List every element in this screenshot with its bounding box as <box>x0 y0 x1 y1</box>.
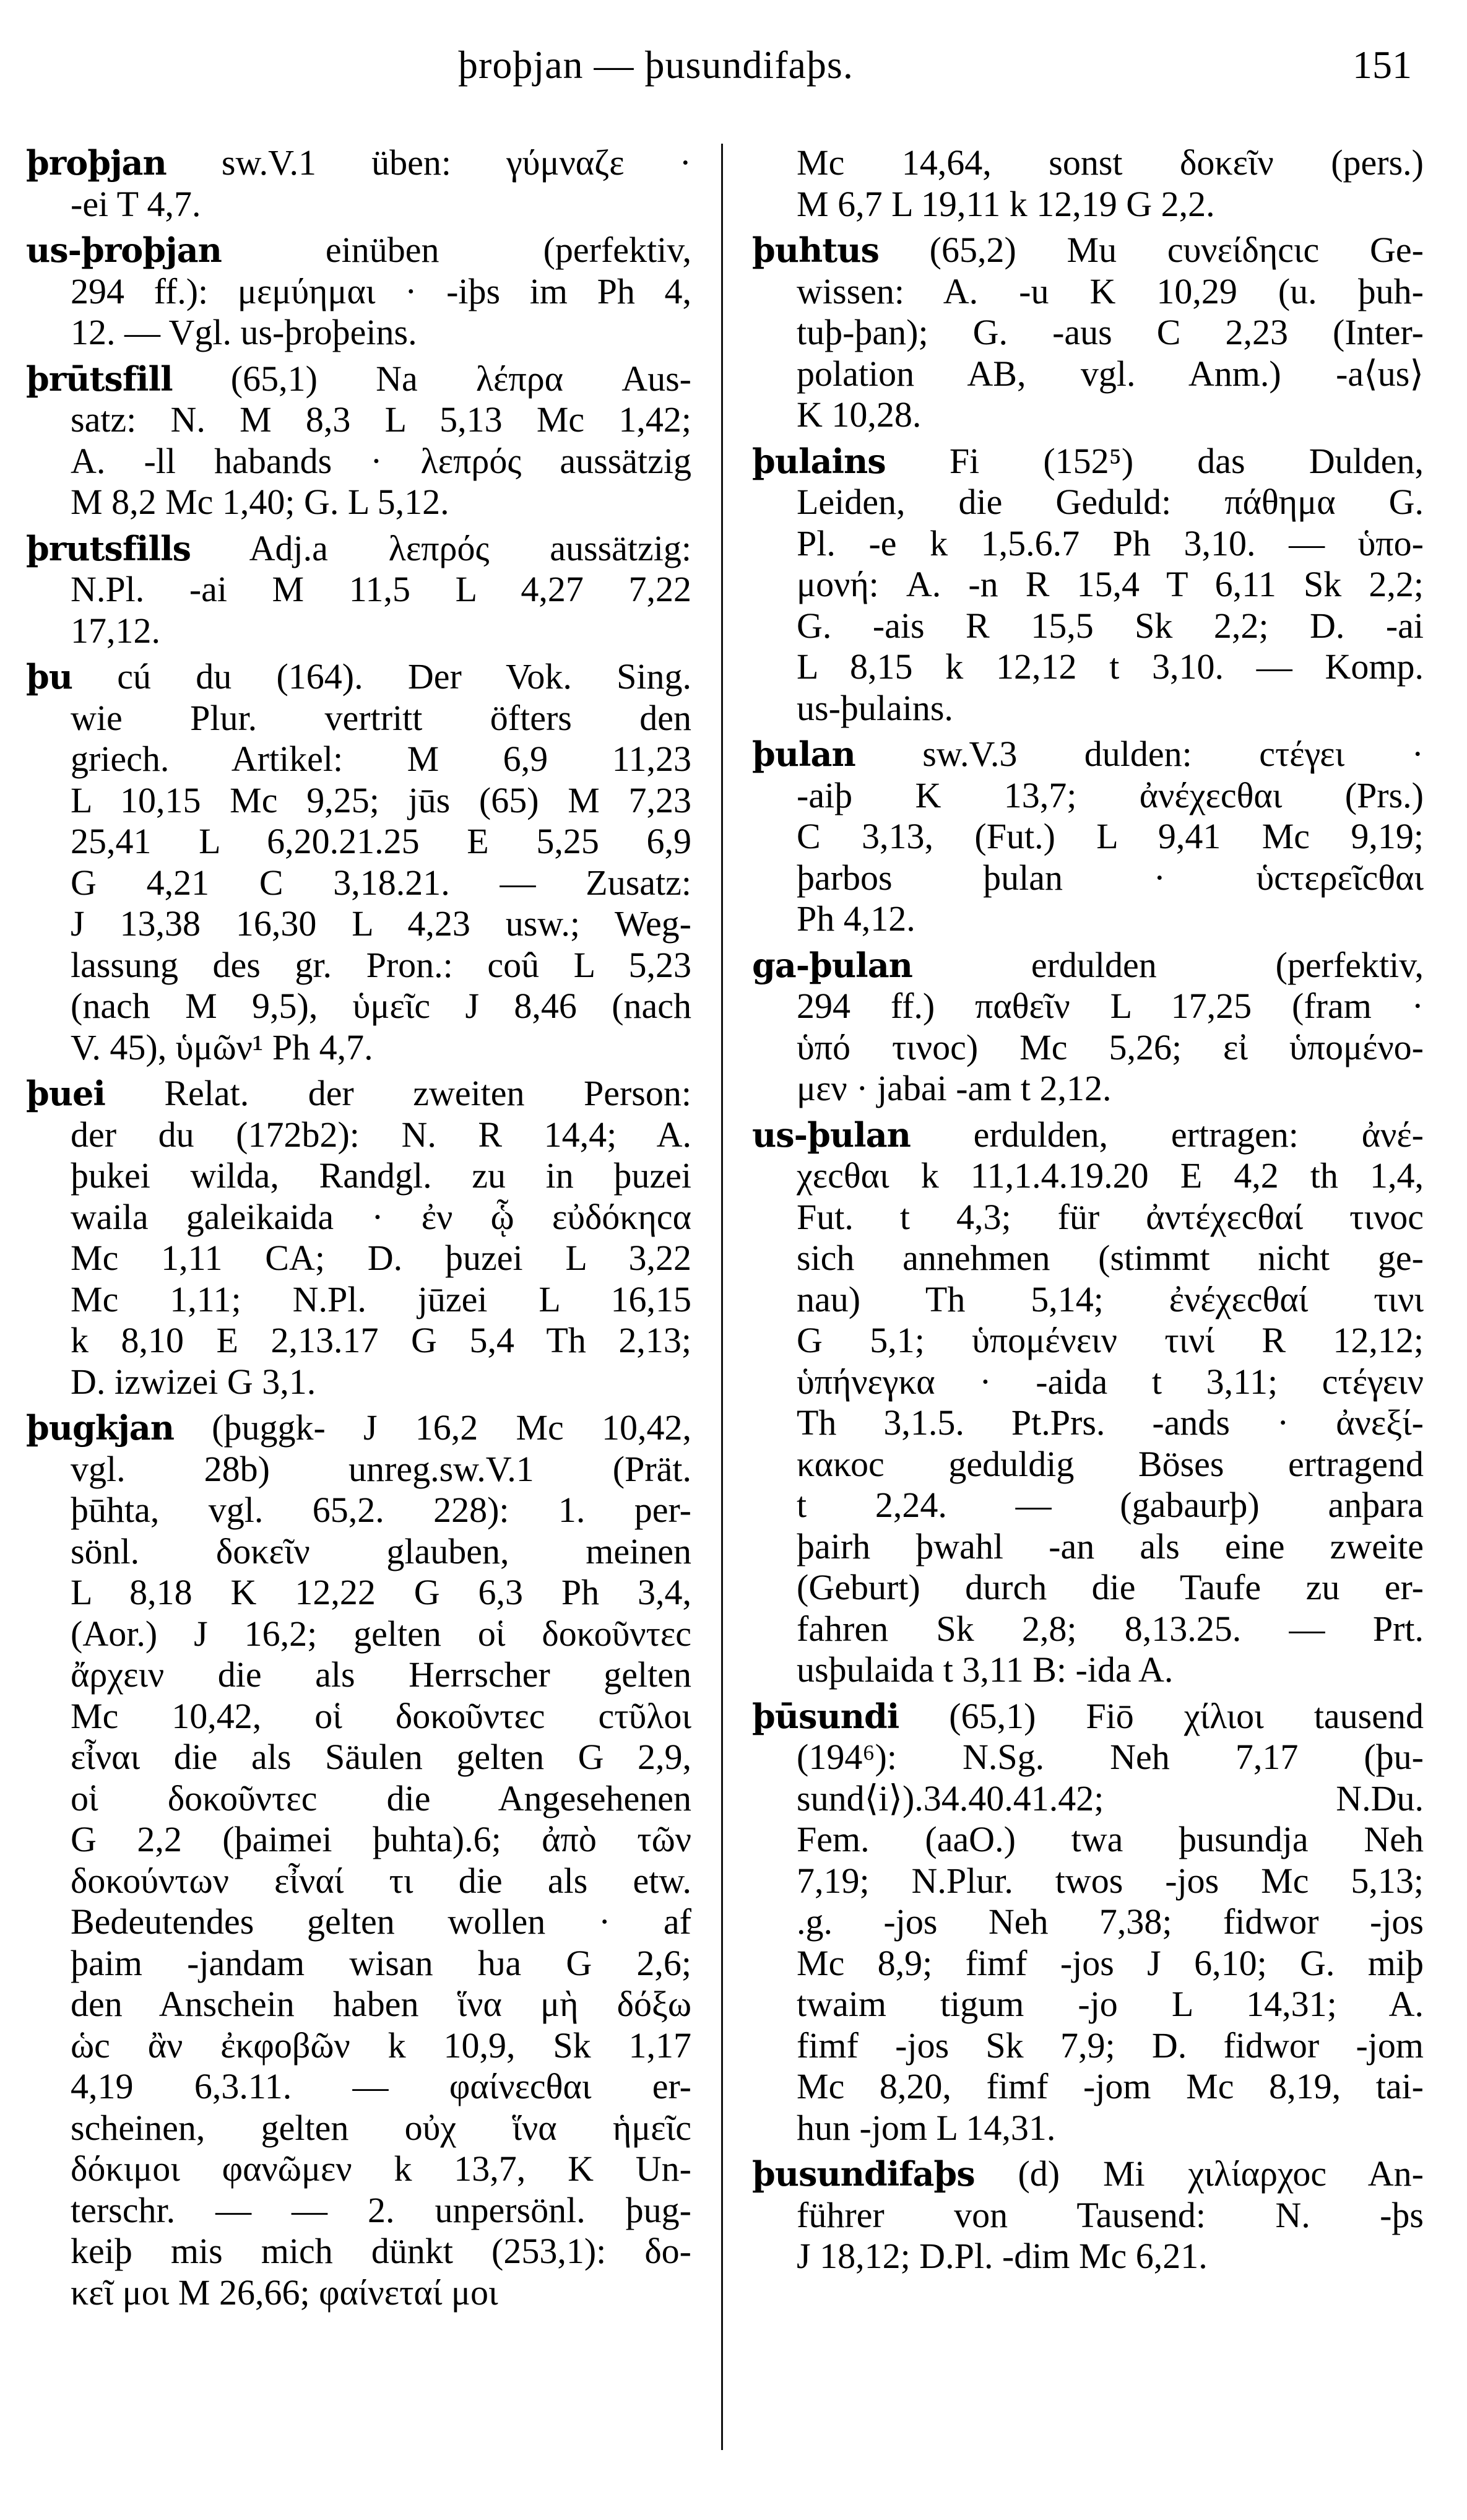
entry-first-line <box>752 230 1424 271</box>
entry-first-line <box>752 945 1424 986</box>
entry-continuation-line: Th 3,1.5. Pt.Prs. -ands · ἀνεξί- <box>797 1402 1424 1443</box>
entry-continuation-line: hun -jom L 14,31. <box>797 2107 1056 2148</box>
entry-continuation-line: Fem. (aaO.) twa þusundja Neh <box>797 1819 1424 1859</box>
entry-continuation-line: Leiden, die Geduld: πάθημα G. <box>797 482 1424 522</box>
entry-continuation-line: 7,19; N.Plur. twos -jos Mc 5,13; <box>797 1860 1424 1901</box>
entry-first-line <box>26 1073 691 1114</box>
headword: þu <box>26 657 73 697</box>
entry-continuation-line: Ph 4,12. <box>797 898 915 939</box>
entry-continuation-line: Mc 14,64, sonst δοκεῖν (pers.) <box>797 142 1424 183</box>
entry-continuation-line: κεῖ μοι M 26,66; φαίνεταί μοι <box>71 2272 498 2313</box>
entry-continuation-line: (Aor.) J 16,2; gelten οἱ δοκοῦντεc <box>71 1613 691 1654</box>
entry-continuation-line: G 2,2 (þaimei þuhta).6; ἀπὸ τῶν <box>71 1819 691 1859</box>
entry-continuation-line: þarbos þulan · ὑcτερεῖcθαι <box>797 857 1424 898</box>
entry-continuation-line: -ei T 4,7. <box>71 183 201 224</box>
entry-continuation-line: (194⁶): N.Sg. Neh 7,17 (þu- <box>797 1737 1424 1777</box>
definition-text: cú du (164). Der Vok. Sing. <box>72 656 691 697</box>
entry-continuation-line: J 18,12; D.Pl. -dim Mc 6,21. <box>797 2236 1208 2276</box>
dictionary-entry <box>752 734 1424 940</box>
definition-text: einüben (perfektiv, <box>221 230 691 270</box>
entry-continuation-line: vgl. 28b) unreg.sw.V.1 (Prät. <box>71 1448 691 1489</box>
entry-continuation-line: keiþ mis mich dünkt (253,1): δο- <box>71 2231 691 2271</box>
entry-continuation-line: 17,12. <box>71 610 160 651</box>
headword: us-þulan <box>752 1114 911 1155</box>
entry-continuation-line: Mc 8,20, fimf -jom Mc 8,19, tai- <box>797 2066 1424 2106</box>
definition-text: Adj.a λεπρός aussätzig: <box>191 528 691 568</box>
entry-first-line <box>26 142 691 184</box>
entry-continuation-line: J 13,38 16,30 L 4,23 usw.; Weg- <box>71 903 691 944</box>
dictionary-entry <box>752 2153 1424 2277</box>
dictionary-entry <box>752 142 1424 225</box>
entry-first-line <box>26 230 691 271</box>
column-divider <box>721 144 723 2450</box>
entry-continuation-line: Mc 1,11; N.Pl. jūzei L 16,15 <box>71 1279 691 1319</box>
entry-continuation-line: ὡc ἂν ἐκφοβῶν k 10,9, Sk 1,17 <box>71 2025 691 2066</box>
headword: þūsundi <box>752 1696 899 1736</box>
dictionary-entry <box>26 656 691 1068</box>
dictionary-entry <box>752 441 1424 729</box>
entry-continuation-line: (nach M 9,5), ὑμεῖc J 8,46 (nach <box>71 986 691 1026</box>
entry-continuation-line: waila galeikaida · ἐν ᾧ εὐδόκηcα <box>71 1196 691 1237</box>
entry-first-line <box>752 734 1424 775</box>
entry-continuation-line: Fut. t 4,3; für ἀντέχεcθαί τινοc <box>797 1196 1424 1237</box>
entry-continuation-line: μεν · jabai -am t 2,12. <box>797 1068 1112 1108</box>
entry-continuation-line: ἄρχειν die als Herrscher gelten <box>71 1654 691 1695</box>
entry-continuation-line: t 2,24. — (gabaurþ) anþara <box>797 1485 1424 1525</box>
entry-continuation-line: L 10,15 Mc 9,25; jūs (65) M 7,23 <box>71 780 691 820</box>
entry-first-line <box>26 358 691 400</box>
dictionary-entry <box>26 142 691 225</box>
entry-continuation-line: ὑπήνεγκα · -aida t 3,11; cτέγειν <box>797 1361 1424 1402</box>
headword: þugkjan <box>26 1408 174 1448</box>
entry-first-line <box>26 1407 691 1449</box>
entry-first-line <box>752 441 1424 482</box>
definition-text: erdulden, ertragen: ἀνέ- <box>910 1114 1424 1155</box>
dictionary-entry <box>26 1407 691 2313</box>
definition-text: Relat. der zweiten Person: <box>105 1073 691 1113</box>
dictionary-entry <box>26 528 691 652</box>
entry-continuation-line: lassung des gr. Pron.: coû L 5,23 <box>71 944 691 985</box>
entry-continuation-line: scheinen, gelten οὐχ ἵνα ἡμεῖc <box>71 2107 691 2148</box>
headword: þrūtsfill <box>26 358 173 399</box>
entry-continuation-line: 294 ff.): μεμύημαι · -iþs im Ph 4, <box>71 271 691 311</box>
definition-text: (65,1) Na λέπρα Aus- <box>172 358 691 399</box>
entry-continuation-line: Mc 8,9; fimf -jos J 6,10; G. miþ <box>797 1942 1424 1983</box>
entry-continuation-line: 12. — Vgl. us-þroþeins. <box>71 312 417 352</box>
entry-continuation-line: D. izwizei G 3,1. <box>71 1361 316 1402</box>
dictionary-entry <box>26 230 691 354</box>
entry-first-line <box>26 656 691 698</box>
entry-continuation-line: tuþ-þan); G. -aus C 2,23 (Inter- <box>797 312 1424 352</box>
headword: þulan <box>752 734 855 774</box>
headword: þroþjan <box>26 143 167 183</box>
entry-continuation-line: fimf -jos Sk 7,9; D. fidwor -jom <box>797 2025 1424 2066</box>
page-number: 151 <box>1352 43 1412 87</box>
entry-continuation-line: þukei wilda, Randgl. zu in þuzei <box>71 1155 691 1196</box>
entry-first-line <box>752 1696 1424 1737</box>
entry-continuation-line: fahren Sk 2,8; 8,13.25. — Prt. <box>797 1608 1424 1649</box>
headword: þuhtus <box>752 230 879 270</box>
entry-first-line <box>752 1114 1424 1156</box>
headword: þusundifaþs <box>752 2154 975 2194</box>
entry-continuation-line: C 3,13, (Fut.) L 9,41 Mc 9,19; <box>797 816 1424 856</box>
headword: us-þroþjan <box>26 230 222 270</box>
entry-continuation-line: wissen: A. -u K 10,29 (u. þuh- <box>797 271 1424 311</box>
entry-continuation-line: N.Pl. -ai M 11,5 L 4,27 7,22 <box>71 569 691 609</box>
entry-continuation-line: M 8,2 Mc 1,40; G. L 5,12. <box>71 482 449 522</box>
entry-continuation-line: G. -ais R 15,5 Sk 2,2; D. -ai <box>797 605 1424 646</box>
entry-continuation-line: polation AB, vgl. Anm.) -a⟨us⟩ <box>797 353 1424 394</box>
headword: þuei <box>26 1074 105 1113</box>
entry-continuation-line: εἶναι die als Säulen gelten G 2,9, <box>71 1737 691 1777</box>
entry-continuation-line: V. 45), ὑμῶν¹ Ph 4,7. <box>71 1027 373 1067</box>
left-column <box>26 142 691 2318</box>
entry-continuation-line: sich annehmen (stimmt nicht ge- <box>797 1238 1424 1278</box>
definition-text: (þuggk- J 16,2 Mc 10,42, <box>173 1407 691 1448</box>
entry-continuation-line: þūhta, vgl. 65,2. 228): 1. per- <box>71 1490 691 1530</box>
entry-continuation-line: führer von Tausend: N. -þs <box>797 2194 1424 2235</box>
entry-continuation-line: .g. -jos Neh 7,38; fidwor -jos <box>797 1901 1424 1942</box>
entry-continuation-line: wie Plur. vertritt öfters den <box>71 697 691 738</box>
entry-continuation-line: Mc 1,11 CA; D. þuzei L 3,22 <box>71 1238 691 1278</box>
entry-continuation-line: us-þulains. <box>797 687 953 728</box>
entry-continuation-line: (Geburt) durch die Taufe zu er- <box>797 1567 1424 1607</box>
entry-continuation-line: nau) Th 5,14; ἐνέχεcθαί τινι <box>797 1279 1424 1319</box>
definition-text: sw.V.3 dulden: cτέγει · <box>855 734 1424 774</box>
entry-continuation-line: den Anschein haben ἵνα μὴ δόξω <box>71 1984 691 2024</box>
entry-continuation-line: G 4,21 C 3,18.21. — Zusatz: <box>71 862 691 903</box>
definition-text: erdulden (perfektiv, <box>912 944 1424 985</box>
entry-continuation-line: satz: N. M 8,3 L 5,13 Mc 1,42; <box>71 399 691 440</box>
entry-continuation-line: Bedeutendes gelten wollen · af <box>71 1901 691 1942</box>
entry-continuation-line: ὑπό τινοc) Mc 5,26; εἰ ὑπομένο- <box>797 1027 1424 1067</box>
entry-continuation-line: twaim tigum -jo L 14,31; A. <box>797 1984 1424 2024</box>
entry-continuation-line: 4,19 6,3.11. — φαίνεcθαι er- <box>71 2066 691 2106</box>
dictionary-entry <box>752 1114 1424 1691</box>
right-column <box>752 142 1424 2282</box>
headword: þrutsfills <box>26 528 191 568</box>
entry-continuation-line: L 8,18 K 12,22 G 6,3 Ph 3,4, <box>71 1572 691 1612</box>
entry-continuation-line: terschr. — — 2. unpersönl. þug- <box>71 2189 691 2230</box>
entry-continuation-line: -aiþ K 13,7; ἀνέχεcθαι (Prs.) <box>797 775 1424 815</box>
entry-continuation-line: 25,41 L 6,20.21.25 E 5,25 6,9 <box>71 821 691 861</box>
headword: ga-þulan <box>752 945 912 985</box>
dictionary-entry <box>26 1073 691 1402</box>
entry-continuation-line: Mc 10,42, οἱ δοκοῦντεc cτῦλοι <box>71 1695 691 1736</box>
dictionary-entry <box>752 230 1424 436</box>
dictionary-entry <box>752 1696 1424 2149</box>
entry-continuation-line: Pl. -e k 1,5.6.7 Ph 3,10. — ὑπο- <box>797 523 1424 563</box>
entry-continuation-line: sund⟨i⟩).34.40.41.42; N.Du. <box>797 1778 1424 1818</box>
entry-continuation-line: χεcθαι k 11,1.4.19.20 E 4,2 th 1,4, <box>797 1155 1424 1196</box>
definition-text: (65,1) Fiō χίλιοι tausend <box>899 1695 1424 1736</box>
entry-continuation-line: k 8,10 E 2,13.17 G 5,4 Th 2,13; <box>71 1320 691 1360</box>
entry-continuation-line: G 5,1; ὑπομένειν τινί R 12,12; <box>797 1320 1424 1360</box>
entry-continuation-line: þairh þwahl -an als eine zweite <box>797 1526 1424 1566</box>
entry-continuation-line: der du (172b2): N. R 14,4; A. <box>71 1114 691 1155</box>
entry-continuation-line: δοκούντων εἶναί τι die als etw. <box>71 1860 691 1901</box>
entry-first-line <box>752 2153 1424 2195</box>
entry-continuation-line: οἱ δοκοῦντεc die Angesehenen <box>71 1778 691 1818</box>
entry-first-line <box>26 528 691 570</box>
running-head: þroþjan — þusundifaþs. <box>458 43 854 87</box>
definition-text: sw.V.1 üben: γύμναζε · <box>166 142 691 183</box>
entry-continuation-line: A. -ll habands · λεπρός aussätzig <box>71 440 691 481</box>
entry-continuation-line: usþulaida t 3,11 B: -ida A. <box>797 1649 1174 1690</box>
entry-continuation-line: κακοc geduldig Böses ertragend <box>797 1443 1424 1484</box>
entry-continuation-line: 294 ff.) παθεῖν L 17,25 (fram · <box>797 986 1424 1026</box>
entry-continuation-line: M 6,7 L 19,11 k 12,19 G 2,2. <box>797 183 1215 224</box>
definition-text: (d) Mi χιλίαρχοc An- <box>974 2153 1424 2194</box>
dictionary-entry <box>752 945 1424 1110</box>
definition-text: (65,2) Mu cυνείδηcιc Ge- <box>878 230 1424 270</box>
entry-continuation-line: L 8,15 k 12,12 t 3,10. — Komp. <box>797 646 1424 687</box>
headword: þulains <box>752 441 886 481</box>
entry-continuation-line: sönl. δοκεῖν glauben, meinen <box>71 1531 691 1571</box>
page-header <box>0 34 1467 96</box>
entry-continuation-line: δόκιμοι φανῶμεν k 13,7, K Un- <box>71 2149 691 2189</box>
entry-continuation-line: griech. Artikel: M 6,9 11,23 <box>71 739 691 779</box>
entry-continuation-line: μονή: A. -n R 15,4 T 6,11 Sk 2,2; <box>797 564 1424 604</box>
entry-continuation-line: K 10,28. <box>797 394 922 435</box>
entry-continuation-line: þaim -jandam wisan ƕa G 2,6; <box>71 1942 691 1983</box>
dictionary-entry <box>26 358 691 523</box>
definition-text: Fi (152⁵) das Dulden, <box>885 440 1424 481</box>
